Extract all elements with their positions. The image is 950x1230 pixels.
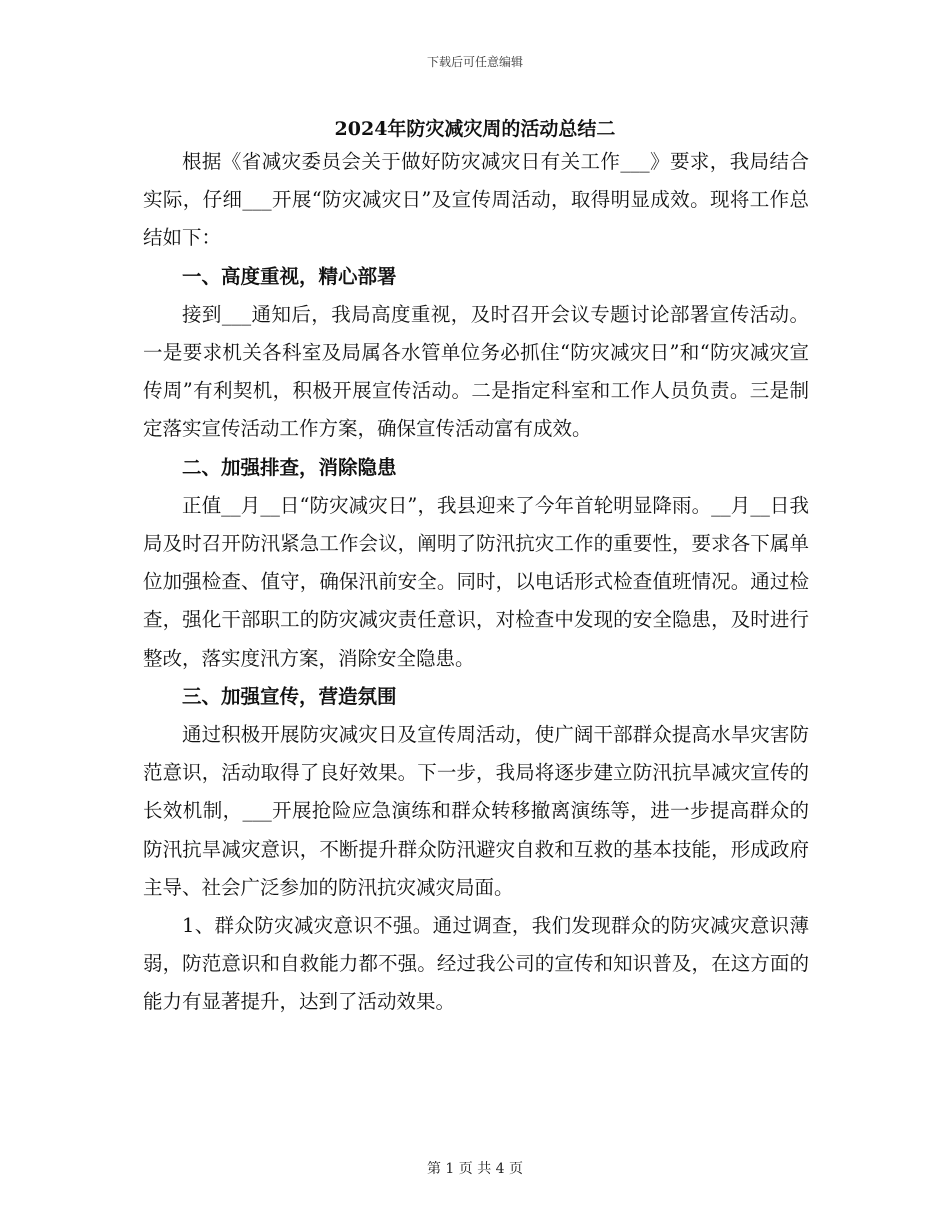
section-3-paragraph: 通过积极开展防灾减灾日及宣传周活动，使广阔干部群众提高水旱灾害防范意识，活动取得了良好效果。下一步，我局将逐步建立防汛抗旱减灾宣传的长效机制，___开展抢险应急演练和群众转移撤离演练等，进一步提高群众的防汛抗旱减灾意识，不断提升群众防汛避灾自救和互救的基本技能，形成政府主导、社会广泛参加的防汛抗灾减灾局面。 — [143, 723, 809, 899]
intro-paragraph: 根据《省减灾委员会关于做好防灾减灾日有关工作___》要求，我局结合实际，仔细___开展“防灾减灾日”及宣传周活动，取得明显成效。现将工作总结如下： — [143, 150, 809, 250]
header-note: 下载后可任意编辑 — [426, 55, 523, 69]
document-body — [143, 143, 809, 1022]
page-footer: 第 1 页 共 4 页 — [426, 1161, 524, 1177]
numbered-item-1: 1、群众防灾减灾意识不强。通过调查，我们发现群众的防灾减灾意识薄弱，防范意识和自救能力都不强。经过我公司的宣传和知识普及，在这方面的能力有显著提升，达到了活动效果。 — [143, 914, 809, 1014]
section-heading-3: 三、加强宣传，营造氛围 — [182, 684, 397, 708]
section-1-paragraph: 接到___通知后，我局高度重视，及时召开会议专题讨论部署宣传活动。一是要求机关各科室及局属各水管单位务必抓住“防灾减灾日”和“防灾减灾宣传周”有利契机，积极开展宣传活动。二是指定科室和工作人员负责。三是制定落实宣传活动工作方案，确保宣传活动富有成效。 — [143, 302, 809, 441]
section-heading-1: 一、高度重视，精心部署 — [182, 264, 397, 288]
document-title: 2024年防灾减灾周的活动总结二 — [334, 118, 616, 140]
section-heading-2: 二、加强排查，消除隐患 — [182, 455, 397, 479]
section-2-paragraph: 正值__月__日“防灾减灾日”，我县迎来了今年首轮明显降雨。__月__日我局及时召开防汛紧急工作会议，阐明了防汛抗灾工作的重要性，要求各下属单位加强检查、值守，确保汛前安全。同时，以电话形式检查值班情况。通过检查，强化干部职工的防灾减灾责任意识，对检查中发现的安全隐患，及时进行整改，落实度汛方案，消除安全隐患。 — [143, 493, 809, 670]
